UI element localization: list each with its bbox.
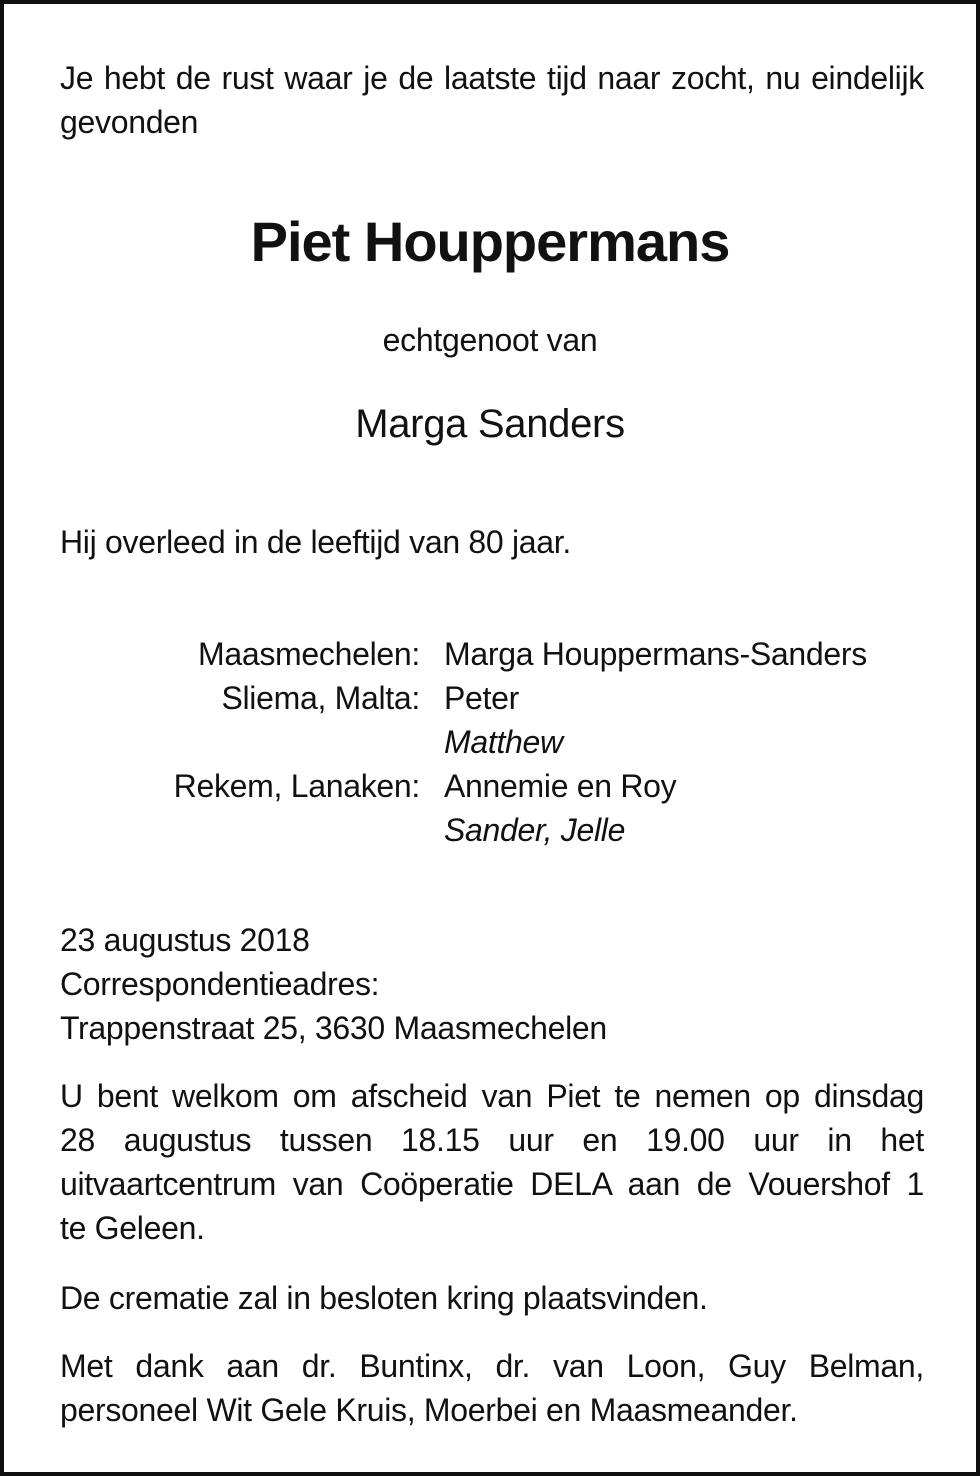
family-grandchildren: Sander, Jelle: [444, 812, 626, 848]
family-names: Annemie en Roy: [444, 768, 677, 804]
family-names: Marga Houppermans-Sanders: [444, 636, 867, 672]
spouse-name: Marga Sanders: [355, 402, 625, 446]
opening-quote: [60, 56, 924, 144]
correspondence-address: Trappenstraat 25, 3630 Maasmechelen: [60, 1010, 607, 1046]
family-grandchildren: Matthew: [444, 724, 563, 760]
farewell-line-4: te Geleen.: [60, 1210, 205, 1246]
opening-quote-line-2: gevonden: [60, 104, 199, 140]
farewell-paragraph: [60, 1074, 924, 1250]
farewell-line-2: 28 augustus tussen 18.15 uur en 19.00 uur in het: [60, 1122, 924, 1158]
family-row: [4, 808, 976, 852]
thanks-line-2: personeel Wit Gele Kruis, Moerbei en Maasmeander.: [60, 1392, 798, 1428]
deceased-name: Piet Houppermans: [250, 210, 730, 273]
thanks-paragraph: [60, 1344, 924, 1432]
family-place: Rekem, Lanaken:: [173, 768, 420, 804]
cremation-note: De crematie zal in besloten kring plaatsvinden.: [60, 1280, 708, 1316]
family-row: [4, 720, 976, 764]
opening-quote-line-1: Je hebt de rust waar je de laatste tijd naar zocht, nu eindelijk: [60, 60, 924, 96]
relation-label: echtgenoot van: [382, 322, 598, 358]
family-row: [4, 764, 976, 808]
correspondence-block: [60, 918, 924, 1050]
correspondence-label: Correspondentieadres:: [60, 966, 380, 1002]
notice-date: 23 augustus 2018: [60, 922, 310, 958]
farewell-line-3: uitvaartcentrum van Coöperatie DELA aan de Vouershof 1: [60, 1166, 924, 1202]
family-row: [4, 632, 976, 676]
family-place: Sliema, Malta:: [221, 680, 420, 716]
age-statement: Hij overleed in de leeftijd van 80 jaar.: [60, 524, 571, 560]
thanks-line-1: Met dank aan dr. Buntinx, dr. van Loon, Guy Belman,: [60, 1348, 924, 1384]
family-names: Peter: [444, 680, 519, 716]
family-row: [4, 676, 976, 720]
farewell-line-1: U bent welkom om afscheid van Piet te nemen op dinsdag: [60, 1078, 924, 1114]
family-place: Maasmechelen:: [198, 636, 420, 672]
